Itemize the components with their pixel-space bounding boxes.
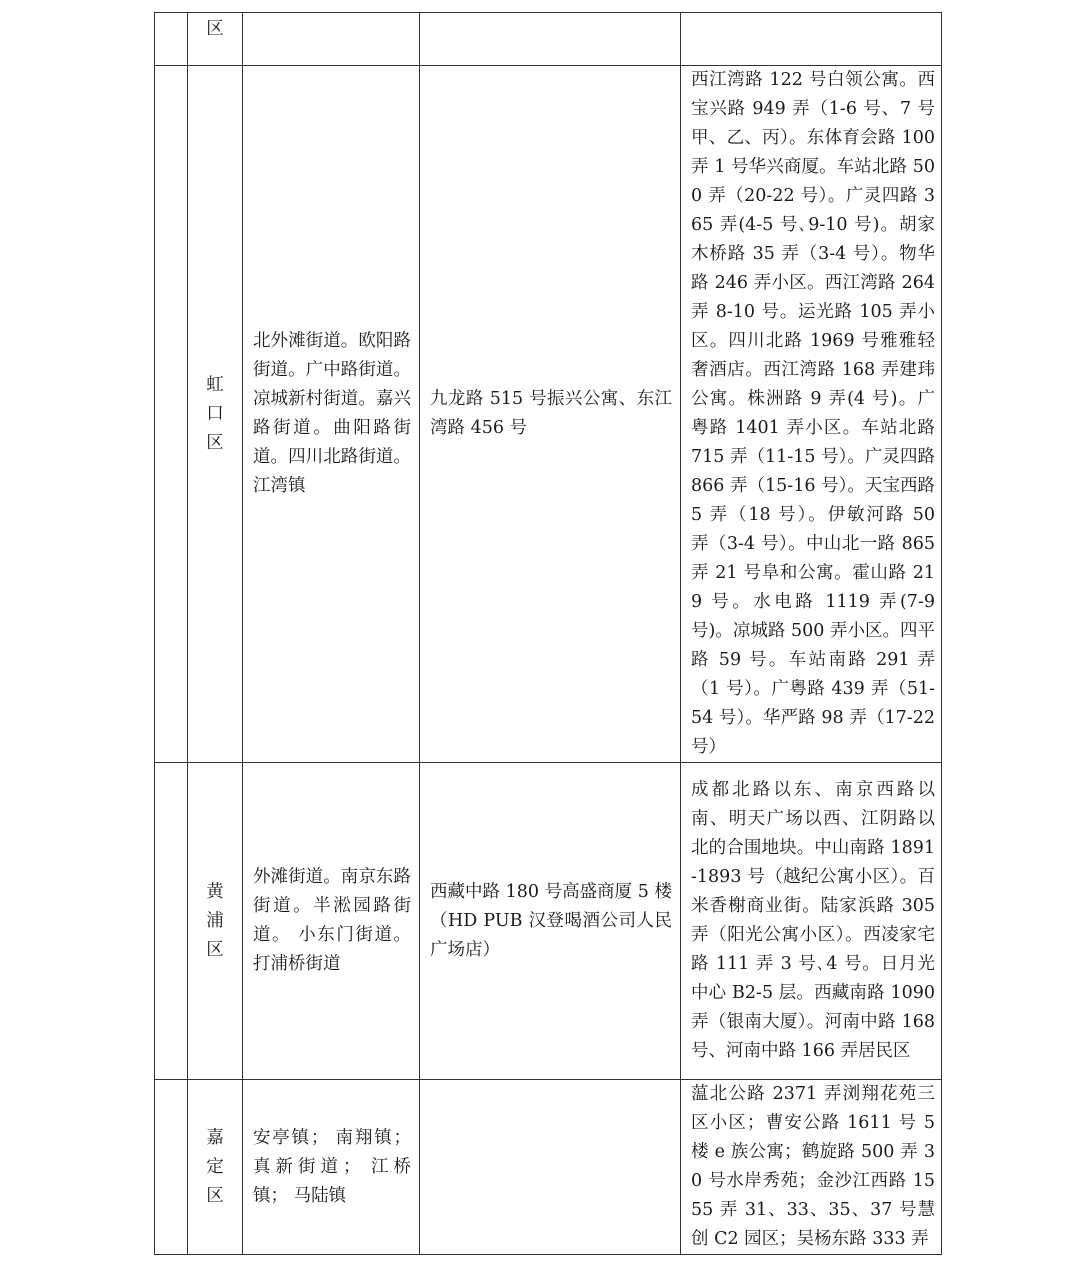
venue-text: 九龙路 515 号振兴公寓、东江湾路 456 号 <box>430 389 672 438</box>
places-text: 成都北路以东、南京西路以南、明天广场以西、江阴路以北的合围地块。中山南路 1891-1893 号（越纪公寓小区）。百米香榭商业街。陆家浜路 305 弄（阳光公寓小区）。西凌家宅路 111 弄 3 号､4 号。日月光中心 B2-5 层。西藏南路 1090 弄（银南大厦）。河南中路 168 号、河南中路 166 弄居民区 <box>691 780 935 1061</box>
places-text: 西江湾路 122 号白领公寓。西宝兴路 949 弄（1-6 号、7 号甲、乙、丙）。东体育会路 100 弄 1 号华兴商厦。车站北路 500 弄（20-22 号）。广灵四路 365 弄(4-5 号､9-10 号)。胡家木桥路 35 弄（3-4 号）。物华路 246 弄小区。西江湾路 264 弄 8-10 号。运光路 105 弄小区。四川北路 1969 号雅雅轻奢酒店。西江湾路 168 弄建玮公寓。株洲路 9 弄(4 号)。广粤路 1401 弄小区。车站北路 715 弄（11-15 号）。广灵四路 866 弄（15-16 号）。天宝西路 5 弄（18 号）。伊敏河路 50 弄（3-4 号）。中山北一路 865 弄 21 号阜和公寓。霍山路 219 号。水电路 1119 弄(7-9 号)。凉城路 500 弄小区。四平路 59 号。车站南路 291 弄（1 号）。广粤路 439 弄（51-54 号）。华严路 98 弄（17-22 号） <box>691 70 935 757</box>
table-row <box>155 1080 942 1255</box>
venue-text: 西藏中路 180 号高盛商厦 5 楼（HD PUB 汉登喝酒公司人民广场店） <box>430 881 672 960</box>
streets-cell <box>243 763 420 1080</box>
venue-cell <box>420 763 681 1080</box>
district-cell <box>188 66 243 763</box>
district-cell <box>188 763 243 1080</box>
margin-cell <box>155 763 188 1080</box>
table-row <box>155 763 942 1080</box>
table-row <box>155 66 942 763</box>
district-table <box>154 12 942 1255</box>
streets-cell <box>243 66 420 763</box>
district-name: 黄浦区 <box>206 881 224 960</box>
places-cell <box>681 1080 942 1255</box>
table-row <box>155 13 942 66</box>
district-cell <box>188 1080 243 1255</box>
places-cell <box>681 66 942 763</box>
streets-text: 北外滩街道。欧阳路街道。广中路街道。凉城新村街道。嘉兴路街道。曲阳路街道。四川北路街道。 江湾镇 <box>253 331 411 496</box>
district-name: 区 <box>206 19 224 39</box>
venue-cell <box>420 13 681 66</box>
venue-cell <box>420 1080 681 1255</box>
streets-text: 安亭镇； 南翔镇；真新街道； 江桥镇； 马陆镇 <box>253 1127 411 1206</box>
places-cell <box>681 13 942 66</box>
district-cell <box>188 13 243 66</box>
streets-text: 外滩街道。南京东路街道。半淞园路街道。 小东门街道。 打浦桥街道 <box>253 867 411 974</box>
places-cell <box>681 763 942 1080</box>
streets-cell <box>243 1080 420 1255</box>
district-name: 虹口区 <box>206 374 224 453</box>
margin-cell <box>155 66 188 763</box>
margin-cell <box>155 1080 188 1255</box>
venue-cell <box>420 66 681 763</box>
places-text: 蕰北公路 2371 弄浏翔花苑三区小区；曹安公路 1611 号 5 楼 e 族公寓；鹤旋路 500 弄 30 号水岸秀苑；金沙江西路 1555 弄 31、33、35、37 号慧创 C2 园区；吴杨东路 333 弄 <box>691 1084 935 1249</box>
streets-cell <box>243 13 420 66</box>
district-name: 嘉定区 <box>206 1127 224 1206</box>
margin-cell <box>155 13 188 66</box>
